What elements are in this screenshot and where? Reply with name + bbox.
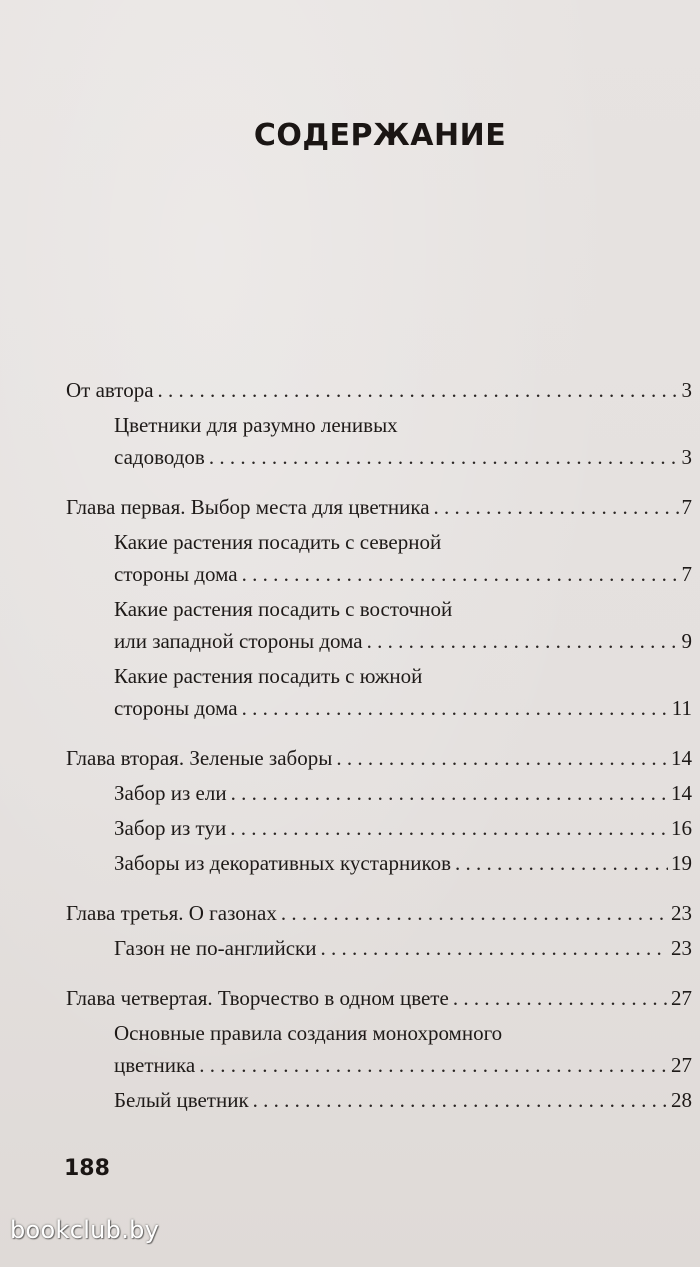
toc-page-number: 28 xyxy=(671,1088,692,1112)
dot-leader xyxy=(434,491,679,523)
toc-entry-title: Заборы из декоративных кустарников xyxy=(114,851,452,875)
toc-entry-title: садоводов xyxy=(114,445,205,469)
toc-entry-title-line: Какие растения посадить с северной xyxy=(114,530,442,554)
toc-entry-title: или западной стороны дома xyxy=(114,629,363,653)
toc-entry-title: стороны дома xyxy=(114,696,238,720)
toc-entry-title: Глава четвертая. Творчество в одном цвете xyxy=(66,986,449,1010)
toc-page-number: 3 xyxy=(681,378,692,402)
toc-entry-title-line: Основные правила создания монохромного xyxy=(114,1021,503,1045)
toc-chapter-entry xyxy=(66,374,692,406)
dot-leader xyxy=(158,374,679,406)
dot-leader xyxy=(242,692,669,724)
toc-entry-line xyxy=(66,897,692,929)
toc-entry-title-line: Какие растения посадить с южной xyxy=(114,664,423,688)
toc-page-number: 27 xyxy=(671,986,692,1010)
page-title: СОДЕРЖАНИЕ xyxy=(253,118,507,153)
dot-leader xyxy=(455,847,668,879)
dot-leader xyxy=(230,812,668,844)
toc-page-number: 16 xyxy=(671,816,692,840)
toc-entry-title-line: Цветники для разумно ленивых xyxy=(114,413,398,437)
toc-chapter-entry xyxy=(66,897,692,929)
toc-entry-title: От автора xyxy=(66,378,154,402)
toc-page-number: 7 xyxy=(681,562,692,586)
toc-entry-line xyxy=(114,441,692,473)
dot-leader xyxy=(367,625,679,657)
toc-entry-line xyxy=(114,847,692,879)
toc-entry-line xyxy=(66,374,692,406)
toc-page-number: 14 xyxy=(671,781,692,805)
toc-entry-line xyxy=(114,932,692,964)
toc-entry-line xyxy=(114,777,692,809)
toc-entry-line xyxy=(66,491,692,523)
dot-leader xyxy=(253,1084,668,1116)
toc-chapter-group xyxy=(66,374,692,473)
toc-entry-title: Газон не по-английски xyxy=(114,936,317,960)
toc-entry-line xyxy=(114,1049,692,1081)
toc-subentry xyxy=(66,1017,692,1081)
toc-entry-line xyxy=(66,742,692,774)
toc-page-number: 14 xyxy=(671,746,692,770)
toc-page-number: 27 xyxy=(671,1053,692,1077)
toc-entry-line xyxy=(114,625,692,657)
dot-leader xyxy=(231,777,668,809)
toc-entry-title: Глава третья. О газонах xyxy=(66,901,277,925)
toc-subentry xyxy=(66,812,692,844)
toc-entry-title: стороны дома xyxy=(114,562,238,586)
toc-entry-line xyxy=(114,558,692,590)
toc-chapter-entry xyxy=(66,742,692,774)
table-of-contents xyxy=(66,374,692,1134)
page-number: 188 xyxy=(64,1156,110,1181)
toc-entry-line xyxy=(66,982,692,1014)
toc-entry-title: цветника xyxy=(114,1053,196,1077)
toc-chapter-entry xyxy=(66,982,692,1014)
toc-entry-title: Белый цветник xyxy=(114,1088,249,1112)
toc-entry-title-line: Какие растения посадить с восточной xyxy=(114,597,453,621)
toc-chapter-group xyxy=(66,742,692,879)
dot-leader xyxy=(453,982,668,1014)
toc-entry-title: Забор из ели xyxy=(114,781,227,805)
dot-leader xyxy=(320,932,668,964)
toc-subentry xyxy=(66,777,692,809)
dot-leader xyxy=(199,1049,668,1081)
toc-page-number: 19 xyxy=(671,851,692,875)
toc-page-number: 11 xyxy=(671,696,692,720)
watermark-logo: bookclub.by xyxy=(10,1216,160,1244)
toc-chapter-group xyxy=(66,897,692,964)
toc-page-number: 23 xyxy=(671,901,692,925)
toc-subentry xyxy=(66,847,692,879)
dot-leader xyxy=(209,441,679,473)
toc-entry-title: Глава вторая. Зеленые заборы xyxy=(66,746,333,770)
dot-leader xyxy=(336,742,668,774)
toc-page-number: 7 xyxy=(681,495,692,519)
toc-page-number: 3 xyxy=(681,445,692,469)
dot-leader xyxy=(242,558,679,590)
toc-entry-line xyxy=(114,1084,692,1116)
toc-chapter-group xyxy=(66,982,692,1116)
toc-chapter-entry xyxy=(66,491,692,523)
toc-subentry xyxy=(66,593,692,657)
toc-entry-line xyxy=(114,812,692,844)
toc-subentry xyxy=(66,409,692,473)
toc-subentry xyxy=(66,932,692,964)
toc-entry-title: Глава первая. Выбор места для цветника xyxy=(66,495,430,519)
toc-subentry xyxy=(66,660,692,724)
toc-subentry xyxy=(66,1084,692,1116)
toc-chapter-group xyxy=(66,491,692,724)
toc-page-number: 23 xyxy=(671,936,692,960)
dot-leader xyxy=(281,897,668,929)
toc-entry-line xyxy=(114,692,692,724)
toc-subentry xyxy=(66,526,692,590)
toc-page-number: 9 xyxy=(681,629,692,653)
toc-entry-title: Забор из туи xyxy=(114,816,227,840)
